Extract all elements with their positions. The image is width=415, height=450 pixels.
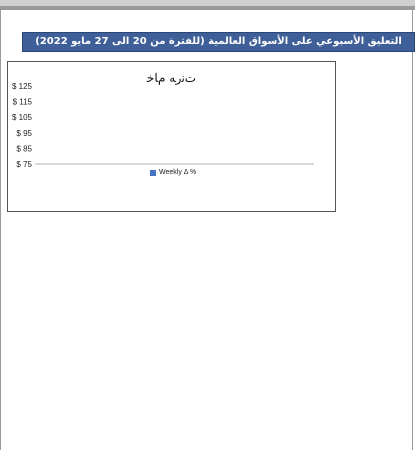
legend-swatch [150, 170, 156, 176]
window-top-bar [0, 0, 415, 10]
y-tick-label: $ 105 [11, 113, 32, 123]
chart-legend [150, 169, 196, 176]
page-border-left [0, 10, 1, 450]
report-title-banner [22, 32, 415, 52]
window-top-bar-edge [0, 6, 415, 10]
chart-plot [8, 62, 337, 213]
legend-label: Weekly Δ % [159, 169, 197, 176]
y-tick-label: $ 125 [11, 82, 32, 91]
y-tick-label: $ 115 [12, 97, 32, 107]
report-title: التعليق الأسبوعي على الأسواق العالمية (للفترة من 20 الى 27 مايو 2022) [35, 36, 402, 47]
page-border-right [412, 10, 413, 450]
y-tick-label: $ 95 [16, 128, 32, 138]
y-tick-label: $ 85 [16, 144, 32, 154]
chart-title: ﺕﻧﺭﻪ ﻡﺎﺧ [146, 71, 197, 85]
y-tick-label: $ 75 [16, 160, 32, 169]
chart-container [7, 61, 336, 212]
